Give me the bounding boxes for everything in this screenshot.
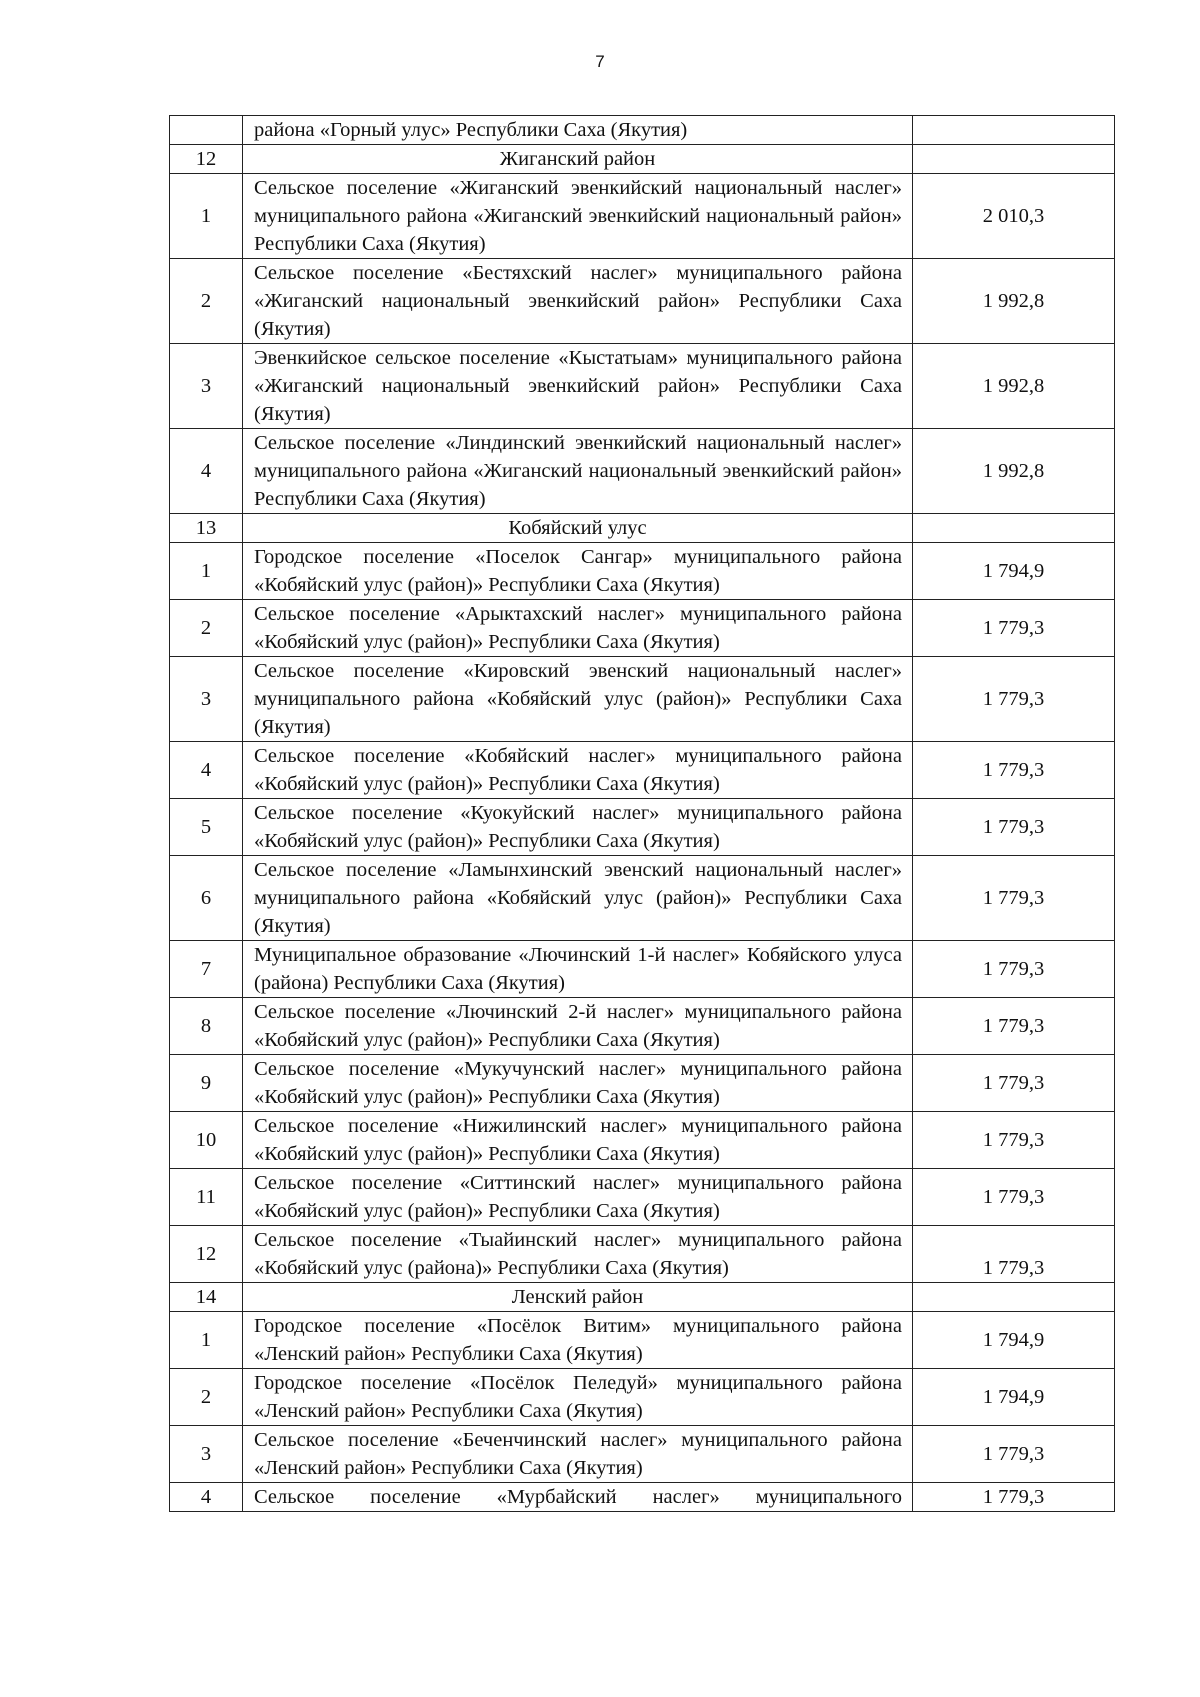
settlement-name-cell: Сельское поселение «Арыктахский наслег» муниципального района «Кобяйский улус (район)» Республики Саха (Якутия) — [243, 600, 913, 657]
row-number-cell: 3 — [170, 344, 243, 429]
row-number-cell: 14 — [170, 1283, 243, 1312]
table-row — [170, 174, 1115, 259]
settlement-name-cell: Сельское поселение «Беченчинский наслег» муниципального района «Ленский район» Республики Саха (Якутия) — [243, 1426, 913, 1483]
settlement-name-cell: Сельское поселение «Ламынхинский эвенский национальный наслег» муниципального района «Кобяйский улус (район)» Республики Саха (Якутия) — [243, 856, 913, 941]
table-row — [170, 742, 1115, 799]
row-number-cell: 3 — [170, 657, 243, 742]
value-cell: 1 779,3 — [913, 1055, 1115, 1112]
value-cell: 1 779,3 — [913, 742, 1115, 799]
settlement-name-cell: Сельское поселение «Ситтинский наслег» муниципального района «Кобяйский улус (район)» Республики Саха (Якутия) — [243, 1169, 913, 1226]
table-row — [170, 1112, 1115, 1169]
district-heading-row — [170, 514, 1115, 543]
row-number-cell: 13 — [170, 514, 243, 543]
table-body — [170, 116, 1115, 1512]
district-name-cell: Жиганский район — [243, 145, 913, 174]
settlements-table — [169, 115, 1115, 1512]
value-cell: 1 779,3 — [913, 1483, 1115, 1512]
value-cell: 1 779,3 — [913, 998, 1115, 1055]
row-number-cell: 6 — [170, 856, 243, 941]
row-number-cell: 11 — [170, 1169, 243, 1226]
value-cell — [913, 514, 1115, 543]
table-row — [170, 543, 1115, 600]
row-number-cell — [170, 116, 243, 145]
value-cell — [913, 116, 1115, 145]
row-number-cell: 1 — [170, 1312, 243, 1369]
settlement-name-cell: Городское поселение «Посёлок Витим» муниципального района «Ленский район» Республики Саха (Якутия) — [243, 1312, 913, 1369]
value-cell: 1 779,3 — [913, 1169, 1115, 1226]
value-cell: 1 992,8 — [913, 429, 1115, 514]
settlement-name-cell: Сельское поселение «Жиганский эвенкийский национальный наслег» муниципального района «Жиганский эвенкийский национальный район» Республики Саха (Якутия) — [243, 174, 913, 259]
table-row — [170, 116, 1115, 145]
value-cell: 2 010,3 — [913, 174, 1115, 259]
page-number: 7 — [595, 52, 605, 71]
table-row — [170, 799, 1115, 856]
row-number-cell: 12 — [170, 145, 243, 174]
row-number-cell: 1 — [170, 543, 243, 600]
table-row — [170, 1226, 1115, 1283]
row-number-cell: 12 — [170, 1226, 243, 1283]
value-cell — [913, 145, 1115, 174]
row-number-cell: 9 — [170, 1055, 243, 1112]
district-name-cell: Кобяйский улус — [243, 514, 913, 543]
row-number-cell: 2 — [170, 259, 243, 344]
settlement-name-cell: Сельское поселение «Кировский эвенский национальный наслег» муниципального района «Кобяйский улус (район)» Республики Саха (Якутия) — [243, 657, 913, 742]
table-row — [170, 1483, 1115, 1512]
value-cell: 1 779,3 — [913, 856, 1115, 941]
settlement-name-cell: Сельское поселение «Мукучунский наслег» муниципального района «Кобяйский улус (район)» Республики Саха (Якутия) — [243, 1055, 913, 1112]
table-row — [170, 941, 1115, 998]
district-heading-row — [170, 1283, 1115, 1312]
settlement-name-cell: Городское поселение «Поселок Сангар» муниципального района «Кобяйский улус (район)» Республики Саха (Якутия) — [243, 543, 913, 600]
row-number-cell: 2 — [170, 1369, 243, 1426]
value-cell: 1 794,9 — [913, 1312, 1115, 1369]
value-cell: 1 794,9 — [913, 543, 1115, 600]
value-cell: 1 779,3 — [913, 799, 1115, 856]
row-number-cell: 3 — [170, 1426, 243, 1483]
value-cell — [913, 1283, 1115, 1312]
settlement-name-cell: Сельское поселение «Куокуйский наслег» муниципального района «Кобяйский улус (район)» Республики Саха (Якутия) — [243, 799, 913, 856]
table-row — [170, 1312, 1115, 1369]
value-cell: 1 779,3 — [913, 657, 1115, 742]
table-row — [170, 429, 1115, 514]
table-row — [170, 1369, 1115, 1426]
settlement-name-cell: Сельское поселение «Бестяхский наслег» муниципального района «Жиганский национальный эвенкийский район» Республики Саха (Якутия) — [243, 259, 913, 344]
row-number-cell: 8 — [170, 998, 243, 1055]
value-cell: 1 992,8 — [913, 344, 1115, 429]
value-cell: 1 779,3 — [913, 600, 1115, 657]
table-row — [170, 657, 1115, 742]
table-row — [170, 1169, 1115, 1226]
value-cell: 1 779,3 — [913, 1112, 1115, 1169]
settlement-name-cell: Сельское поселение «Нижилинский наслег» муниципального района «Кобяйский улус (район)» Республики Саха (Якутия) — [243, 1112, 913, 1169]
settlement-name-cell: Сельское поселение «Тыайинский наслег» муниципального района «Кобяйский улус (района)» Республики Саха (Якутия) — [243, 1226, 913, 1283]
row-number-cell: 10 — [170, 1112, 243, 1169]
settlement-name-cell: Сельское поселение «Лючинский 2-й наслег» муниципального района «Кобяйский улус (район)» Республики Саха (Якутия) — [243, 998, 913, 1055]
table-row — [170, 600, 1115, 657]
table-row — [170, 344, 1115, 429]
settlement-name-cell: Сельское поселение «Линдинский эвенкийский национальный наслег» муниципального района «Жиганский национальный эвенкийский район» Республики Саха (Якутия) — [243, 429, 913, 514]
row-number-cell: 1 — [170, 174, 243, 259]
value-cell: 1 992,8 — [913, 259, 1115, 344]
row-number-cell: 4 — [170, 429, 243, 514]
table-row — [170, 259, 1115, 344]
row-number-cell: 4 — [170, 1483, 243, 1512]
table-row — [170, 856, 1115, 941]
row-number-cell: 2 — [170, 600, 243, 657]
district-heading-row — [170, 145, 1115, 174]
value-cell: 1 794,9 — [913, 1369, 1115, 1426]
settlement-name-cell: Сельское поселение «Мурбайский наслег» муниципального — [243, 1483, 913, 1512]
table-row — [170, 1055, 1115, 1112]
row-number-cell: 7 — [170, 941, 243, 998]
settlement-name-cell: района «Горный улус» Республики Саха (Якутия) — [243, 116, 913, 145]
settlement-name-cell: Эвенкийское сельское поселение «Кыстатыам» муниципального района «Жиганский национальный эвенкийский район» Республики Саха (Якутия) — [243, 344, 913, 429]
value-cell: 1 779,3 — [913, 1226, 1115, 1283]
table-row — [170, 1426, 1115, 1483]
value-cell: 1 779,3 — [913, 1426, 1115, 1483]
settlement-name-cell: Городское поселение «Посёлок Пеледуй» муниципального района «Ленский район» Республики Саха (Якутия) — [243, 1369, 913, 1426]
row-number-cell: 5 — [170, 799, 243, 856]
settlement-name-cell: Муниципальное образование «Лючинский 1-й наслег» Кобяйского улуса (района) Республики Саха (Якутия) — [243, 941, 913, 998]
table-row — [170, 998, 1115, 1055]
row-number-cell: 4 — [170, 742, 243, 799]
value-cell: 1 779,3 — [913, 941, 1115, 998]
district-name-cell: Ленский район — [243, 1283, 913, 1312]
settlement-name-cell: Сельское поселение «Кобяйский наслег» муниципального района «Кобяйский улус (район)» Республики Саха (Якутия) — [243, 742, 913, 799]
